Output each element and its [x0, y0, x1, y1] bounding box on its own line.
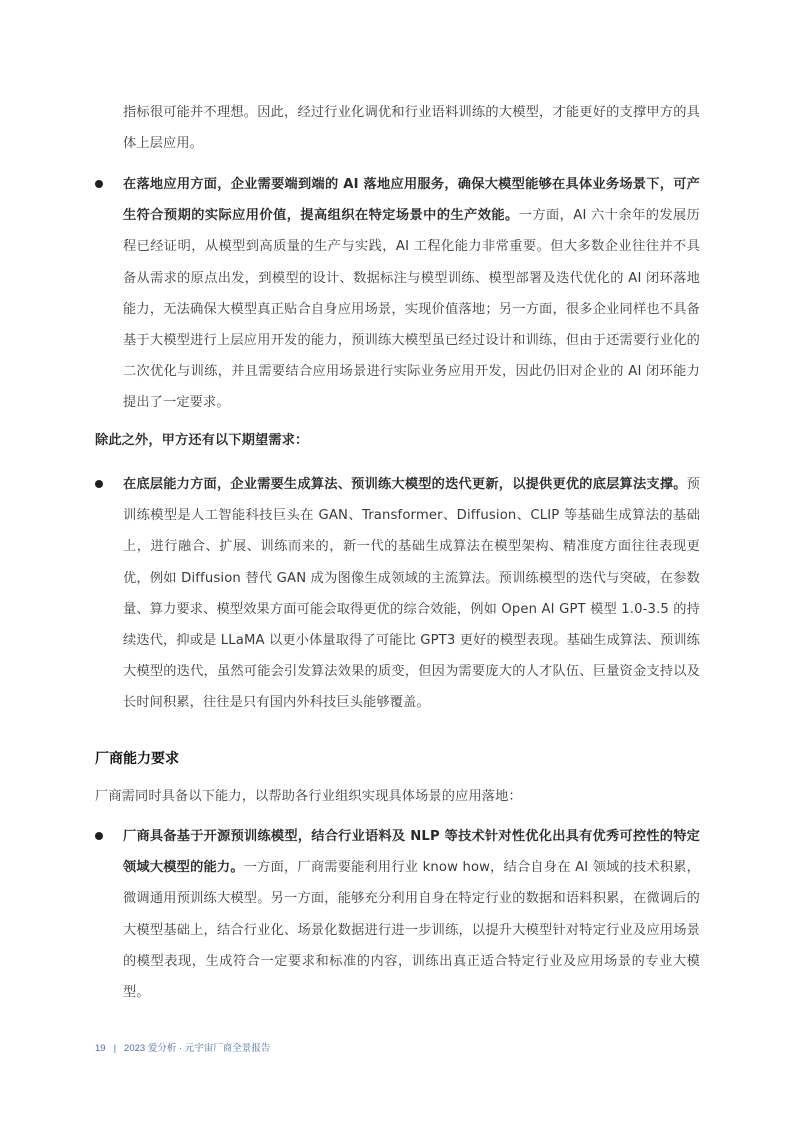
footer-separator: |: [113, 1043, 117, 1054]
bullet-icon: [95, 180, 103, 188]
page-number: 19: [95, 1043, 106, 1054]
section-heading: 厂商能力要求: [95, 751, 179, 767]
extra-needs-paragraph: 除此之外，甲方还有以下期望需求：: [95, 433, 309, 448]
bullet-base-capability: [123, 469, 700, 719]
bullet-body: 一方面，AI 六十余年的发展历程已经证明，从模型到高质量的生产与实践，AI 工程化能力非常重要。但大多数企业往往并不具备从需求的原点出发，到模型的设计、数据标注与模型训练、模型部署及迭代优化的 AI 闭环落地能力，无法确保大模型真正贴合自身应用场景，实现价值落地；另一方面，很多企业同样也不具备基于大模型进行上层应用开发的能力，预训练大模型虽已经过设计和训练，但由于还需要行业化的二次优化与训练，并且需要结合应用场景进行实际业务应用开发，因此仍旧对企业的 AI 闭环能力提出了一定要求。: [123, 208, 700, 411]
bullet-lead-bold: 在底层能力方面，企业需要生成算法、预训练大模型的迭代更新，以提供更优的底层算法支撑。: [123, 477, 687, 492]
report-title: 2023 爱分析 · 元宇宙厂商全景报告: [124, 1043, 271, 1054]
bullet-lead-bold: 在落地应用方面，企业需要端到端的 AI 落地应用服务，确保大模型能够在具体业务场景下，可产生符合预期的实际应用价值，提高组织在特定场景中的生产效能。: [123, 177, 700, 224]
bullet-body: 一方面，厂商需要能利用行业 know how，结合自身在 AI 领域的技术积累，微调通用预训练大模型。另一方面，能够充分利用自身在特定行业的数据和语料积累，在微调后的大模型基础上，结合行业化、场景化数据进行进一步训练，以提升大模型针对特定行业及应用场景的模型表现，生成符合一定要求和标准的内容，训练出真正适合特定行业及应用场景的专业大模型。: [123, 860, 700, 1001]
continuation-paragraph: 指标很可能并不理想。因此，经过行业化调优和行业语料训练的大模型，才能更好的支撑甲方的具体上层应用。: [123, 105, 700, 152]
bullet-lead-bold: 厂商具备基于开源预训练模型，结合行业语料及 NLP 等技术针对性优化出具有优秀可控性的特定领域大模型的能力。: [123, 829, 700, 876]
vendor-intro-paragraph: 厂商需同时具备以下能力，以帮助各行业组织实现具体场景的应用落地：: [95, 789, 522, 804]
bullet-icon: [95, 480, 103, 488]
page-footer: [95, 1040, 270, 1054]
bullet-application-landing: [123, 169, 700, 419]
bullet-body: 预训练模型是人工智能科技巨头在 GAN、Transformer、Diffusion、CLIP 等基础生成算法的基础上，进行融合、扩展、训练而来的，新一代的基础生成算法在模型架构、精准度方面往往表现更优，例如 Diffusion 替代 GAN 成为图像生成领域的主流算法。预训练模型的迭代与突破，在参数量、算力要求、模型效果方面可能会取得更优的综合效能，例如 Open AI GPT 模型 1.0-3.5 的持续迭代，抑或是 LLaMA 以更小体量取得了可能比 GPT3 更好的模型表现。基础生成算法、预训练大模型的迭代，虽然可能会引发算法效果的质变，但因为需要庞大的人才队伍、巨量资金支持以及长时间积累，往往是只有国内外科技巨头能够覆盖。: [123, 477, 700, 711]
bullet-vendor-capability: [123, 821, 700, 1008]
bullet-icon: [95, 832, 103, 840]
